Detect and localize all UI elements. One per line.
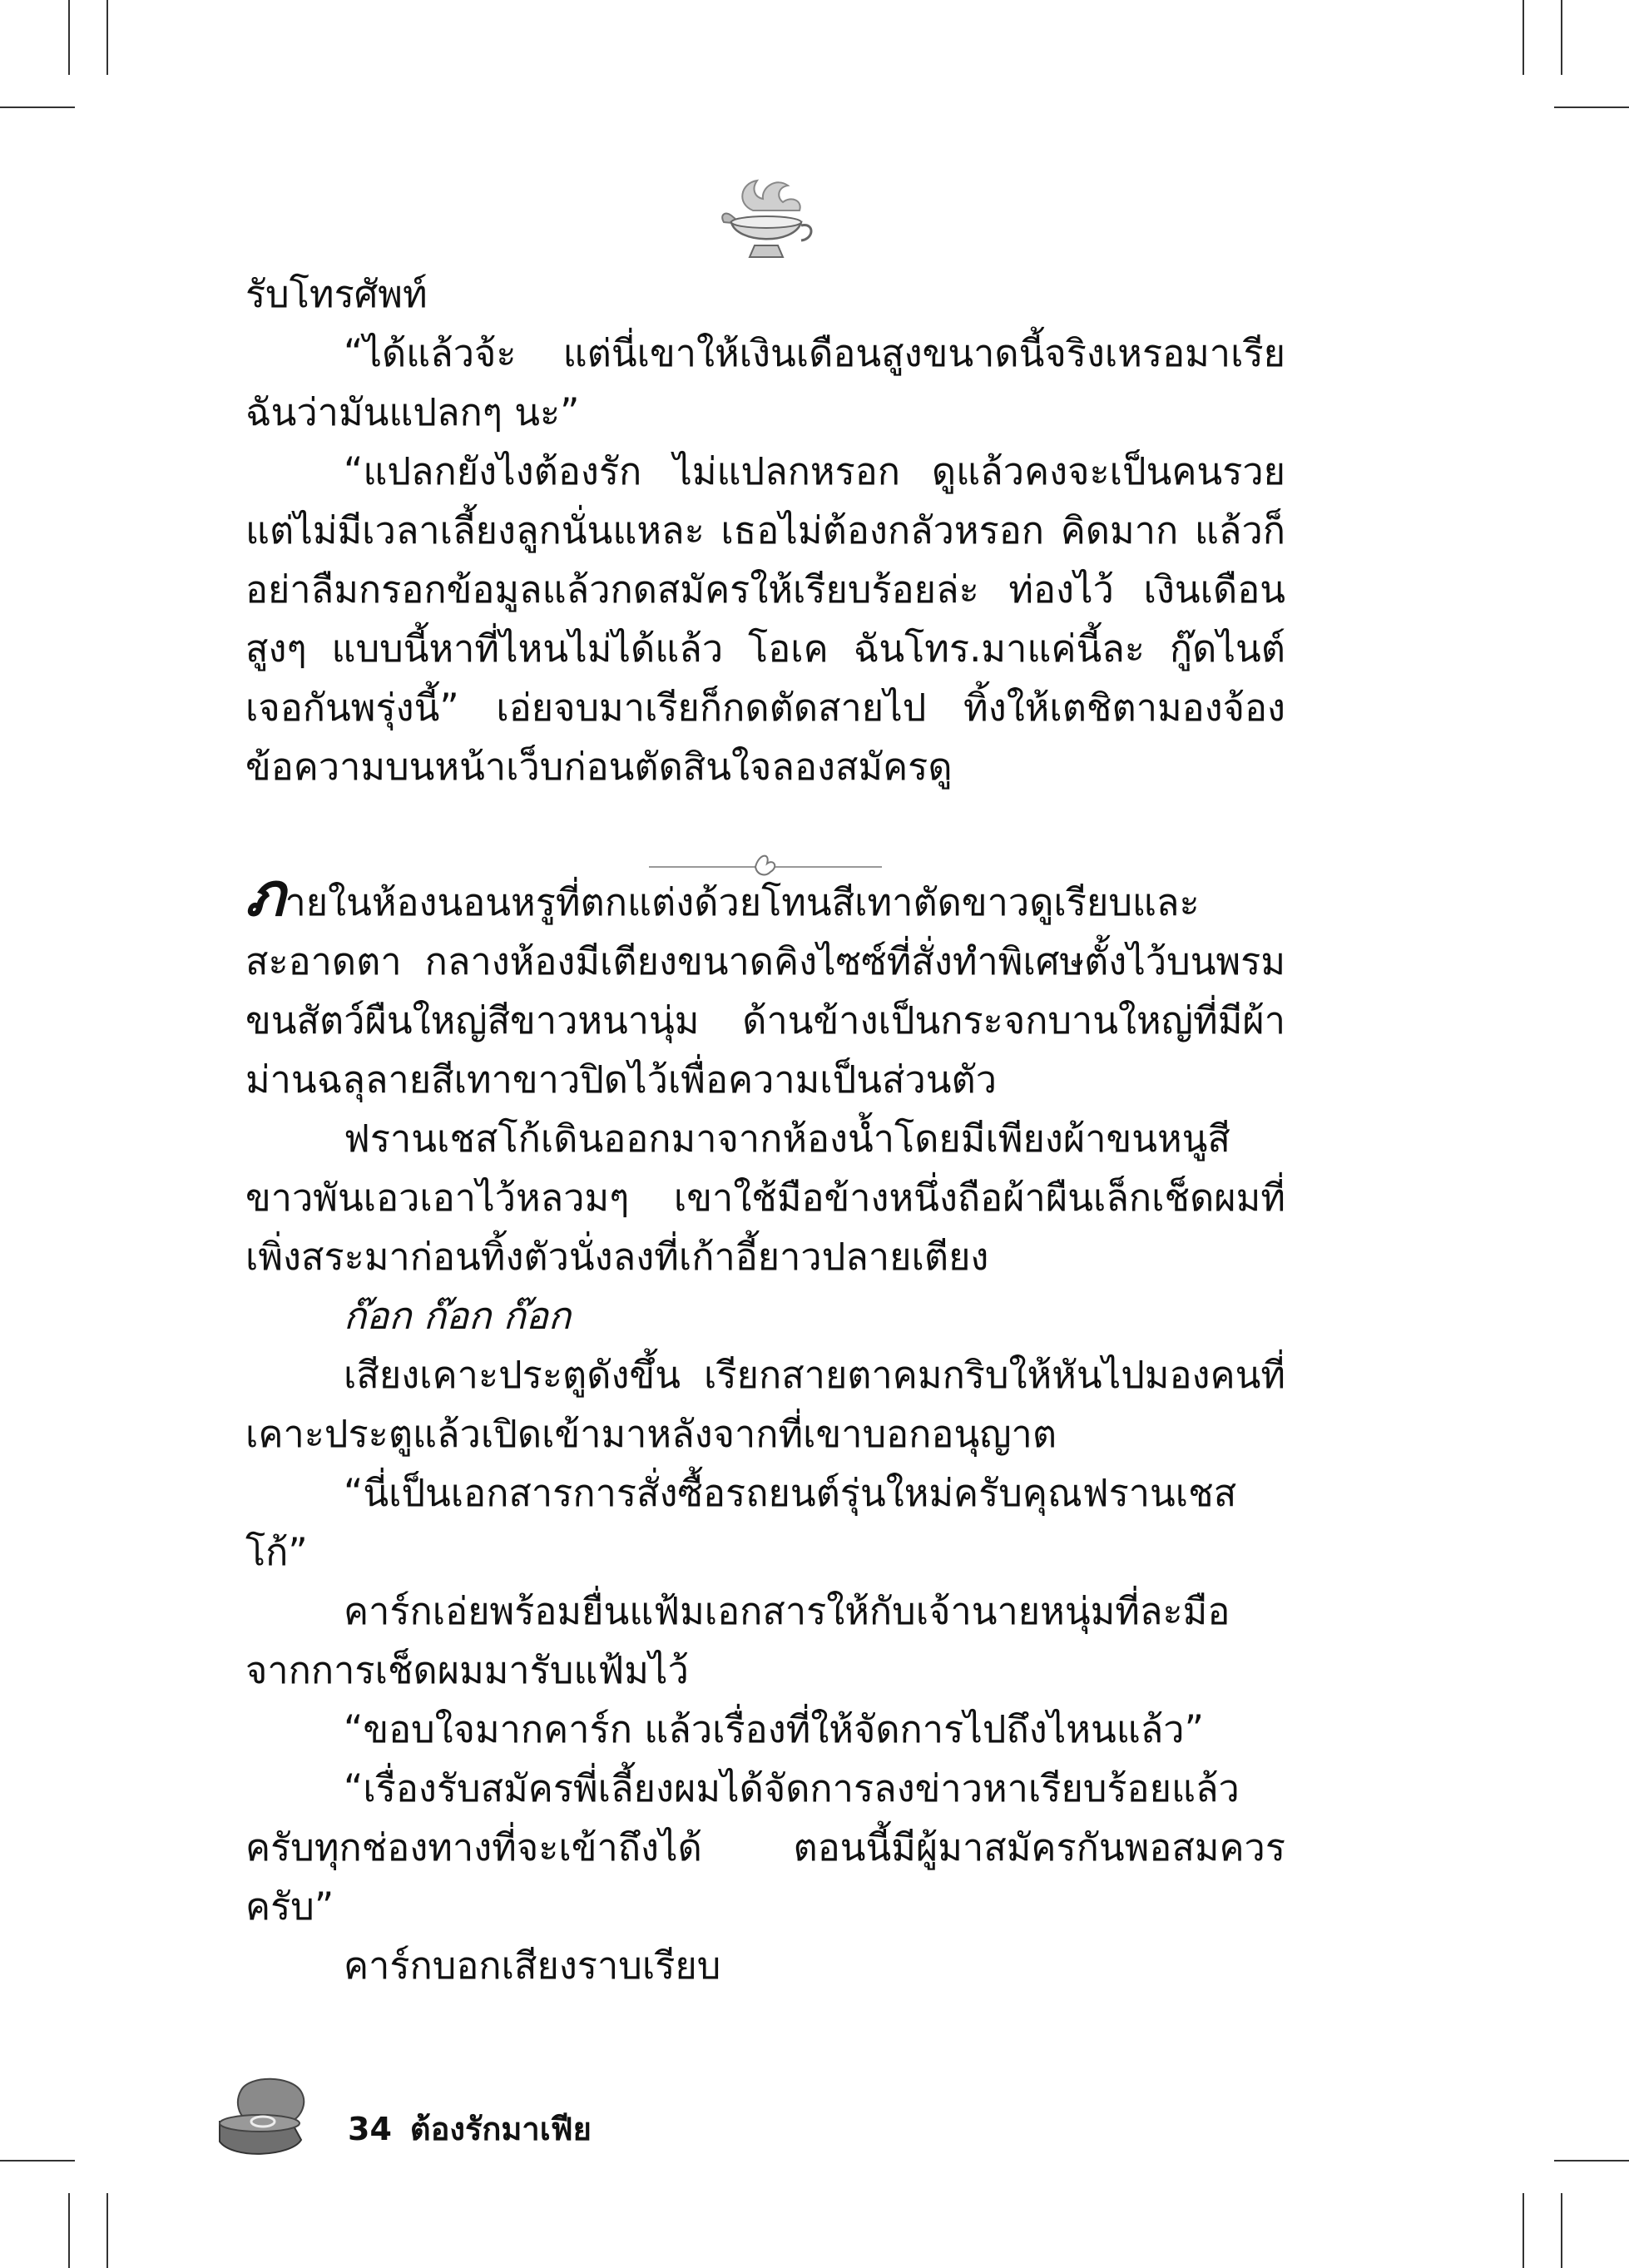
sound-effect-text: ก๊อก ก๊อก ก๊อก <box>344 1294 572 1338</box>
page-number: 34 <box>348 2111 392 2147</box>
body-text <box>245 265 1285 1995</box>
book-title: ต้องรักมาเฟีย <box>409 2111 592 2147</box>
crop-mark <box>0 2160 75 2162</box>
ring-box-icon <box>208 2073 316 2161</box>
page-footer <box>348 2103 592 2154</box>
paragraph-text: ายในห้องนอนหรูที่ตกแต่งด้วยโทนสีเทาตัดขาวดูเรียบและสะอาดตา กลางห้องมีเตียงขนาดคิงไซซ์ที่สั่งทำพิเศษตั้งไว้บนพรมขนสัตว์ผืนใหญ่สีขาวหนานุ่ม ด้านข้างเป็นกระจกบานใหญ่ที่มีผ้าม่านฉลุลายสีเทาขาวปิดไว้เพื่อความเป็นส่วนตัว <box>245 880 1285 1102</box>
paragraph: “ได้แล้วจ้ะ แต่นี่เขาให้เงินเดือนสูงขนาดนี้จริงเหรอมาเรีย ฉันว่ามันแปลกๆ นะ” <box>245 331 1285 434</box>
crop-mark <box>1523 0 1524 75</box>
lamp-ornament-icon <box>711 171 819 270</box>
paragraph: “นี่เป็นเอกสารการสั่งซื้อรถยนต์รุ่นใหม่ครับคุณฟรานเชสโก้” <box>245 1471 1237 1574</box>
crop-mark <box>0 106 75 108</box>
crop-mark <box>1554 106 1629 108</box>
section-first-paragraph <box>245 859 1285 1109</box>
paragraph: “เรื่องรับสมัครพี่เลี้ยงผมได้จัดการลงข่าวหาเรียบร้อยแล้วครับทุกช่องทางที่จะเข้าถึงได้ ตอนนี้มีผู้มาสมัครกันพอสมควรครับ” <box>245 1766 1285 1929</box>
paragraph: “แปลกยังไงต้องรัก ไม่แปลกหรอก ดูแล้วคงจะเป็นคนรวยแต่ไม่มีเวลาเลี้ยงลูกนั่นแหละ เธอไม่ต้องกลัวหรอก คิดมาก แล้วก็อย่าลืมกรอกข้อมูลแล้วกดสมัครให้เรียบร้อยล่ะ ท่องไว้ เงินเดือนสูงๆ แบบนี้หาที่ไหนไม่ได้แล้ว โอเค ฉันโทร.มาแค่นี้ละ กู๊ดไนต์ เจอกันพรุ่งนี้” เอ่ยจบมาเรียก็กดตัดสายไป ทิ้งให้เตชิตามองจ้องข้อความบนหน้าเว็บก่อนตัดสินใจลองสมัครดู <box>245 449 1285 789</box>
paragraph: ฟรานเชสโก้เดินออกมาจากห้องน้ำโดยมีเพียงผ้าขนหนูสีขาวพันเอวเอาไว้หลวมๆ เขาใช้มือข้างหนึ่งถือผ้าผืนเล็กเช็ดผมที่เพิ่งสระมาก่อนทิ้งตัวนั่งลงที่เก้าอี้ยาวปลายเตียง <box>245 1117 1285 1279</box>
paragraph: เสียงเคาะประตูดังขึ้น เรียกสายตาคมกริบให้หันไปมองคนที่เคาะประตูแล้วเปิดเข้ามาหลังจากที่เขาบอกอนุญาต <box>245 1353 1285 1456</box>
crop-mark <box>68 0 70 75</box>
crop-mark <box>1561 2193 1562 2268</box>
drop-cap: ภ <box>245 859 285 929</box>
crop-mark <box>106 2193 108 2268</box>
paragraph: “ขอบใจมากคาร์ก แล้วเรื่องที่ให้จัดการไปถึงไหนแล้ว” <box>344 1707 1204 1751</box>
paragraph: คาร์กเอ่ยพร้อมยื่นแฟ้มเอกสารให้กับเจ้านายหนุ่มที่ละมือจากการเช็ดผมมารับแฟ้มไว้ <box>245 1589 1230 1692</box>
crop-mark <box>106 0 108 75</box>
paragraph: คาร์กบอกเสียงราบเรียบ <box>344 1944 721 1988</box>
crop-mark <box>68 2193 70 2268</box>
crop-mark <box>1523 2193 1524 2268</box>
crop-mark <box>1561 0 1562 75</box>
crop-mark <box>1554 2160 1629 2162</box>
paragraph: รับโทรศัพท์ <box>245 272 428 316</box>
